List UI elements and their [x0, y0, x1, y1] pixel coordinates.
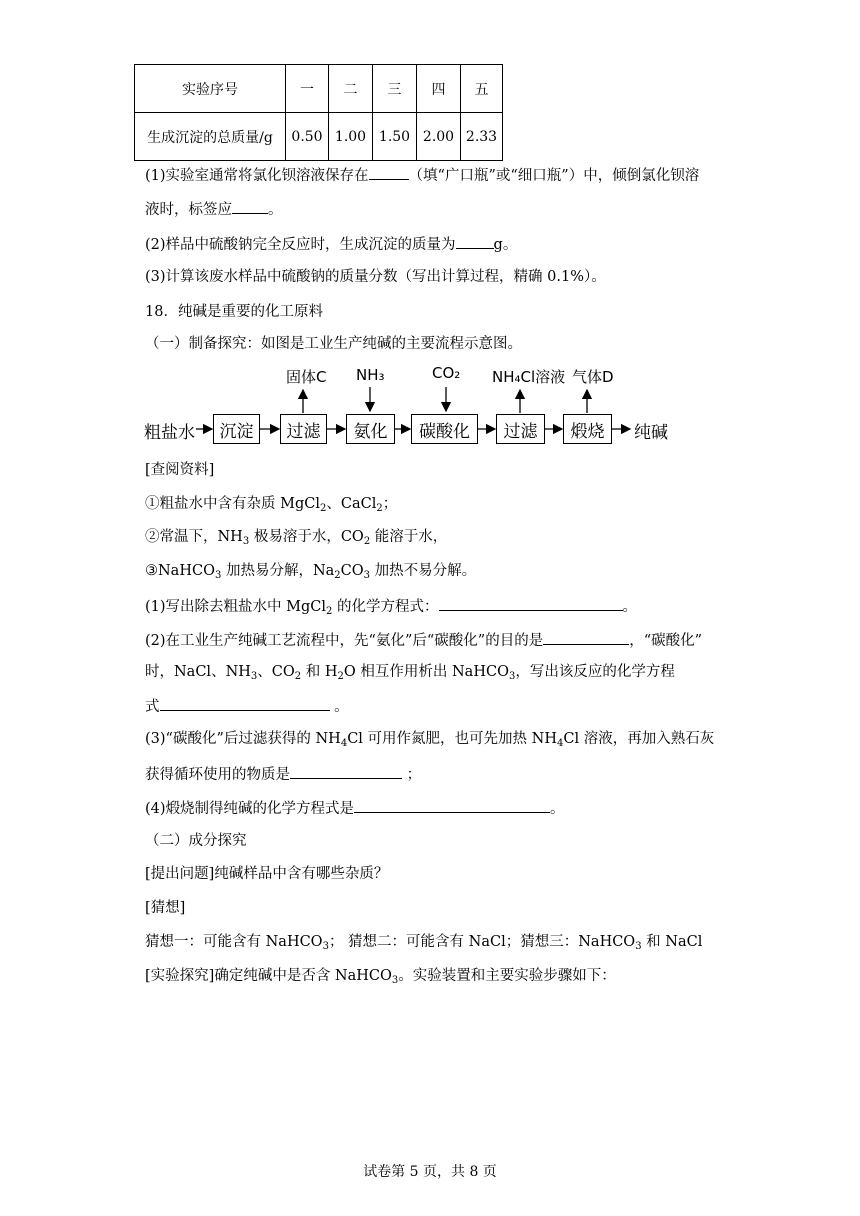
flow-start-label: 粗盐水	[144, 423, 195, 443]
text: ③NaHCO	[145, 563, 215, 579]
text: Cl 可用作氮肥，也可先加热 NH	[347, 731, 557, 747]
text: 。	[550, 801, 565, 817]
subscript: 3	[250, 671, 258, 682]
text: 、CO	[257, 664, 295, 680]
text: 获得循环使用的物质是	[145, 767, 290, 783]
text: Cl 溶液，再加入熟石灰	[563, 731, 715, 747]
subscript: 3	[363, 570, 371, 581]
question-1-line-1	[145, 164, 699, 186]
table-cell: 三	[373, 65, 417, 113]
answer-blank[interactable]	[369, 164, 409, 180]
text: g。	[493, 237, 518, 253]
text: 能溶于水，	[370, 529, 448, 545]
guesses	[145, 932, 702, 952]
table-cell: 五	[461, 65, 503, 113]
text: 极易溶于水，CO	[249, 529, 364, 545]
text: （填“广口瓶”或“细口瓶”）中，倾倒氯化钡溶	[408, 168, 700, 184]
subscript: 4	[340, 738, 348, 749]
table-cell: 1.50	[373, 113, 417, 161]
question-p3-line-2	[145, 763, 421, 785]
flow-step-precipitate: 沉淀	[213, 414, 260, 444]
question-3: (3)计算该废水样品中硫酸钠的质量分数（写出计算过程，精确 0.1%）。	[145, 269, 606, 285]
output-solid-c-label: 固体C	[286, 368, 327, 386]
question-raised: [提出问题]纯碱样品中含有哪些杂质？	[145, 866, 389, 882]
text: [实验探究]确定纯碱中是否含 NaHCO	[145, 968, 392, 984]
answer-blank[interactable]	[160, 695, 330, 711]
text: 。	[268, 202, 283, 218]
flow-step-carbonation: 碳酸化	[411, 414, 478, 444]
text: 的化学方程式：	[332, 599, 439, 615]
table-cell: 0.50	[286, 113, 329, 161]
answer-blank[interactable]	[543, 629, 629, 645]
table-row	[135, 113, 503, 161]
answer-blank[interactable]	[354, 797, 550, 813]
question-2	[145, 233, 517, 255]
subscript: 3	[508, 671, 516, 682]
table-cell: 二	[329, 65, 373, 113]
text: O 相互作用析出 NaHCO	[343, 664, 509, 680]
table-cell: 一	[286, 65, 329, 113]
subscript: 2	[363, 536, 371, 547]
text: 。	[622, 599, 637, 615]
subscript: 2	[319, 503, 327, 514]
flow-end-label: 纯碱	[634, 423, 668, 443]
question-18-title: 18．纯碱是重要的化工原料	[145, 304, 323, 320]
text: 和 NaCl	[641, 934, 703, 950]
subscript: 3	[322, 941, 329, 952]
guess-title: [猜想]	[145, 900, 186, 916]
precipitate-table	[134, 64, 503, 161]
text: 式	[145, 699, 160, 715]
text: 液时，标签应	[145, 202, 232, 218]
text: ； 猜想二：可能含有 NaCl；猜想三：NaHCO	[328, 934, 636, 950]
text: 、CaCl	[326, 496, 377, 512]
table-cell: 1.00	[329, 113, 373, 161]
reference-title: [查阅资料]	[145, 462, 215, 478]
input-co2-label: CO₂	[432, 364, 461, 382]
text: ；	[382, 496, 398, 512]
soda-ash-process-flow	[140, 362, 680, 447]
subscript: 3	[635, 941, 642, 952]
question-p2-line-2	[145, 662, 675, 682]
output-nh4cl-label: NH₄Cl溶液	[492, 368, 566, 386]
subscript: 2	[294, 671, 302, 682]
input-nh3-label: NH₃	[356, 366, 385, 384]
subscript: 2	[376, 503, 383, 514]
flow-step-calcine: 煅烧	[563, 414, 612, 444]
part-1-title: （一）制备探究：如图是工业生产纯碱的主要流程示意图。	[145, 336, 522, 352]
part-2-title: （二）成分探究	[145, 833, 247, 849]
text: ②常温下，NH	[145, 529, 243, 545]
table-cell: 四	[417, 65, 461, 113]
subscript: 4	[556, 738, 564, 749]
text: ①粗盐水中含有杂质 MgCl	[145, 496, 320, 512]
question-p2-line-3	[145, 695, 349, 717]
text: (1)写出除去粗盐水中 MgCl	[145, 599, 327, 615]
flow-step-ammoniation: 氨化	[346, 414, 395, 444]
answer-blank[interactable]	[232, 198, 268, 214]
text: 猜想一：可能含有 NaHCO	[145, 934, 323, 950]
subscript: 3	[391, 975, 399, 986]
text: 和 H	[301, 664, 338, 680]
question-1-line-2	[145, 198, 283, 220]
text: ，“碳酸化”	[629, 633, 703, 649]
text: (2)样品中硫酸钠完全反应时，生成沉淀的质量为	[145, 237, 456, 253]
reference-2	[145, 527, 447, 547]
table-cell: 实验序号	[135, 65, 286, 113]
reference-1	[145, 494, 397, 514]
text: 加热易分解，Na	[221, 563, 335, 579]
answer-blank[interactable]	[290, 763, 402, 779]
question-p4	[145, 797, 565, 819]
flow-step-filter-2: 过滤	[496, 414, 545, 444]
table-row	[135, 65, 503, 113]
table-cell: 生成沉淀的总质量/g	[135, 113, 286, 161]
subscript: 2	[326, 606, 333, 617]
subscript: 2	[337, 671, 344, 682]
text: 。实验装置和主要实验步骤如下：	[398, 968, 616, 984]
text: 时，NaCl、NH	[145, 664, 251, 680]
subscript: 3	[242, 536, 250, 547]
flow-step-filter: 过滤	[280, 414, 327, 444]
subscript: 3	[214, 570, 222, 581]
page-footer: 试卷第 5 页，共 8 页	[363, 1164, 497, 1180]
question-p1	[145, 595, 637, 617]
text: ，写出该反应的化学方程	[515, 664, 675, 680]
answer-blank[interactable]	[456, 233, 494, 249]
experiment-intro	[145, 966, 616, 986]
answer-blank[interactable]	[439, 595, 623, 611]
output-gas-d-label: 气体D	[572, 368, 614, 386]
text: 。	[329, 699, 349, 715]
text: (4)煅烧制得纯碱的化学方程式是	[145, 801, 355, 817]
table-cell: 2.00	[417, 113, 461, 161]
text: (3)“碳酸化”后过滤获得的 NH	[145, 731, 341, 747]
question-p2-line-1	[145, 629, 702, 651]
question-p3-line-1	[145, 729, 714, 749]
subscript: 2	[334, 570, 341, 581]
reference-3	[145, 561, 476, 581]
text: ；	[402, 767, 422, 783]
text: (1)实验室通常将氯化钡溶液保存在	[145, 168, 369, 184]
text: 加热不易分解。	[370, 563, 477, 579]
text: (2)在工业生产纯碱工艺流程中，先“氨化”后“碳酸化”的目的是	[145, 633, 544, 649]
table-cell: 2.33	[461, 113, 503, 161]
text: CO	[340, 563, 364, 579]
